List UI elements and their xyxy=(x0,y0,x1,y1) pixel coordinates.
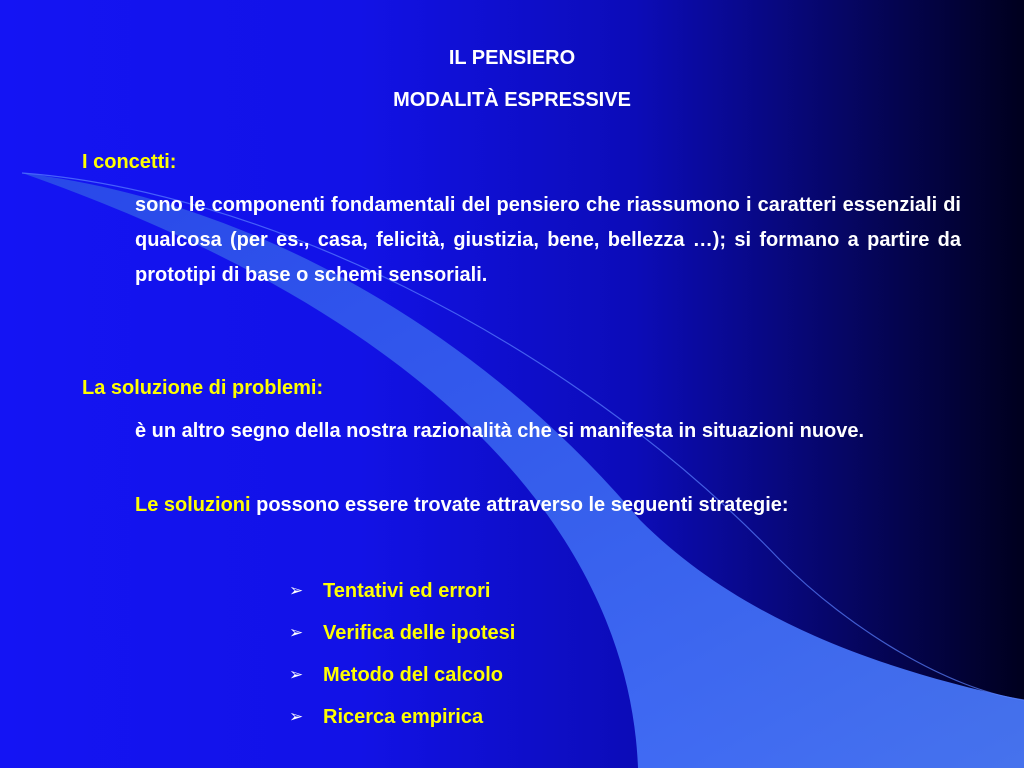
strategies-intro-text: possono essere trovate attraverso le seguenti strategie: xyxy=(250,494,789,516)
list-item xyxy=(289,696,515,738)
strategies-list xyxy=(289,570,515,738)
list-item xyxy=(289,654,515,696)
strategy-label: Metodo del calcolo xyxy=(323,663,504,686)
slide-title: IL PENSIERO xyxy=(448,47,576,69)
concetti-heading: I concetti: xyxy=(82,151,177,173)
soluzione-heading: La soluzione di problemi: xyxy=(82,377,324,399)
concetti-text: sono le componenti fondamentali del pensiero che riassumono i caratteri essenziali di qualcosa (per es., casa, felicità, giustizia, bene, bellezza …); si formano a partire da prototipi di base o schemi sensoriali. xyxy=(135,194,961,286)
arrow-bullet-icon: ➢ xyxy=(289,665,304,685)
soluzione-text: è un altro segno della nostra razionalità che si manifesta in situazioni nuove. xyxy=(135,420,865,442)
strategy-label: Tentativi ed errori xyxy=(323,579,491,602)
strategies-highlight: Le soluzioni xyxy=(135,494,251,516)
strategy-label: Ricerca empirica xyxy=(323,705,484,728)
arrow-bullet-icon: ➢ xyxy=(289,623,304,643)
slide-subtitle: MODALITÀ ESPRESSIVE xyxy=(393,89,631,111)
strategies-intro xyxy=(135,488,961,523)
list-item xyxy=(289,612,515,654)
arrow-bullet-icon: ➢ xyxy=(289,707,304,727)
arrow-bullet-icon: ➢ xyxy=(289,581,304,601)
strategy-label: Verifica delle ipotesi xyxy=(323,621,516,644)
list-item xyxy=(289,570,515,612)
